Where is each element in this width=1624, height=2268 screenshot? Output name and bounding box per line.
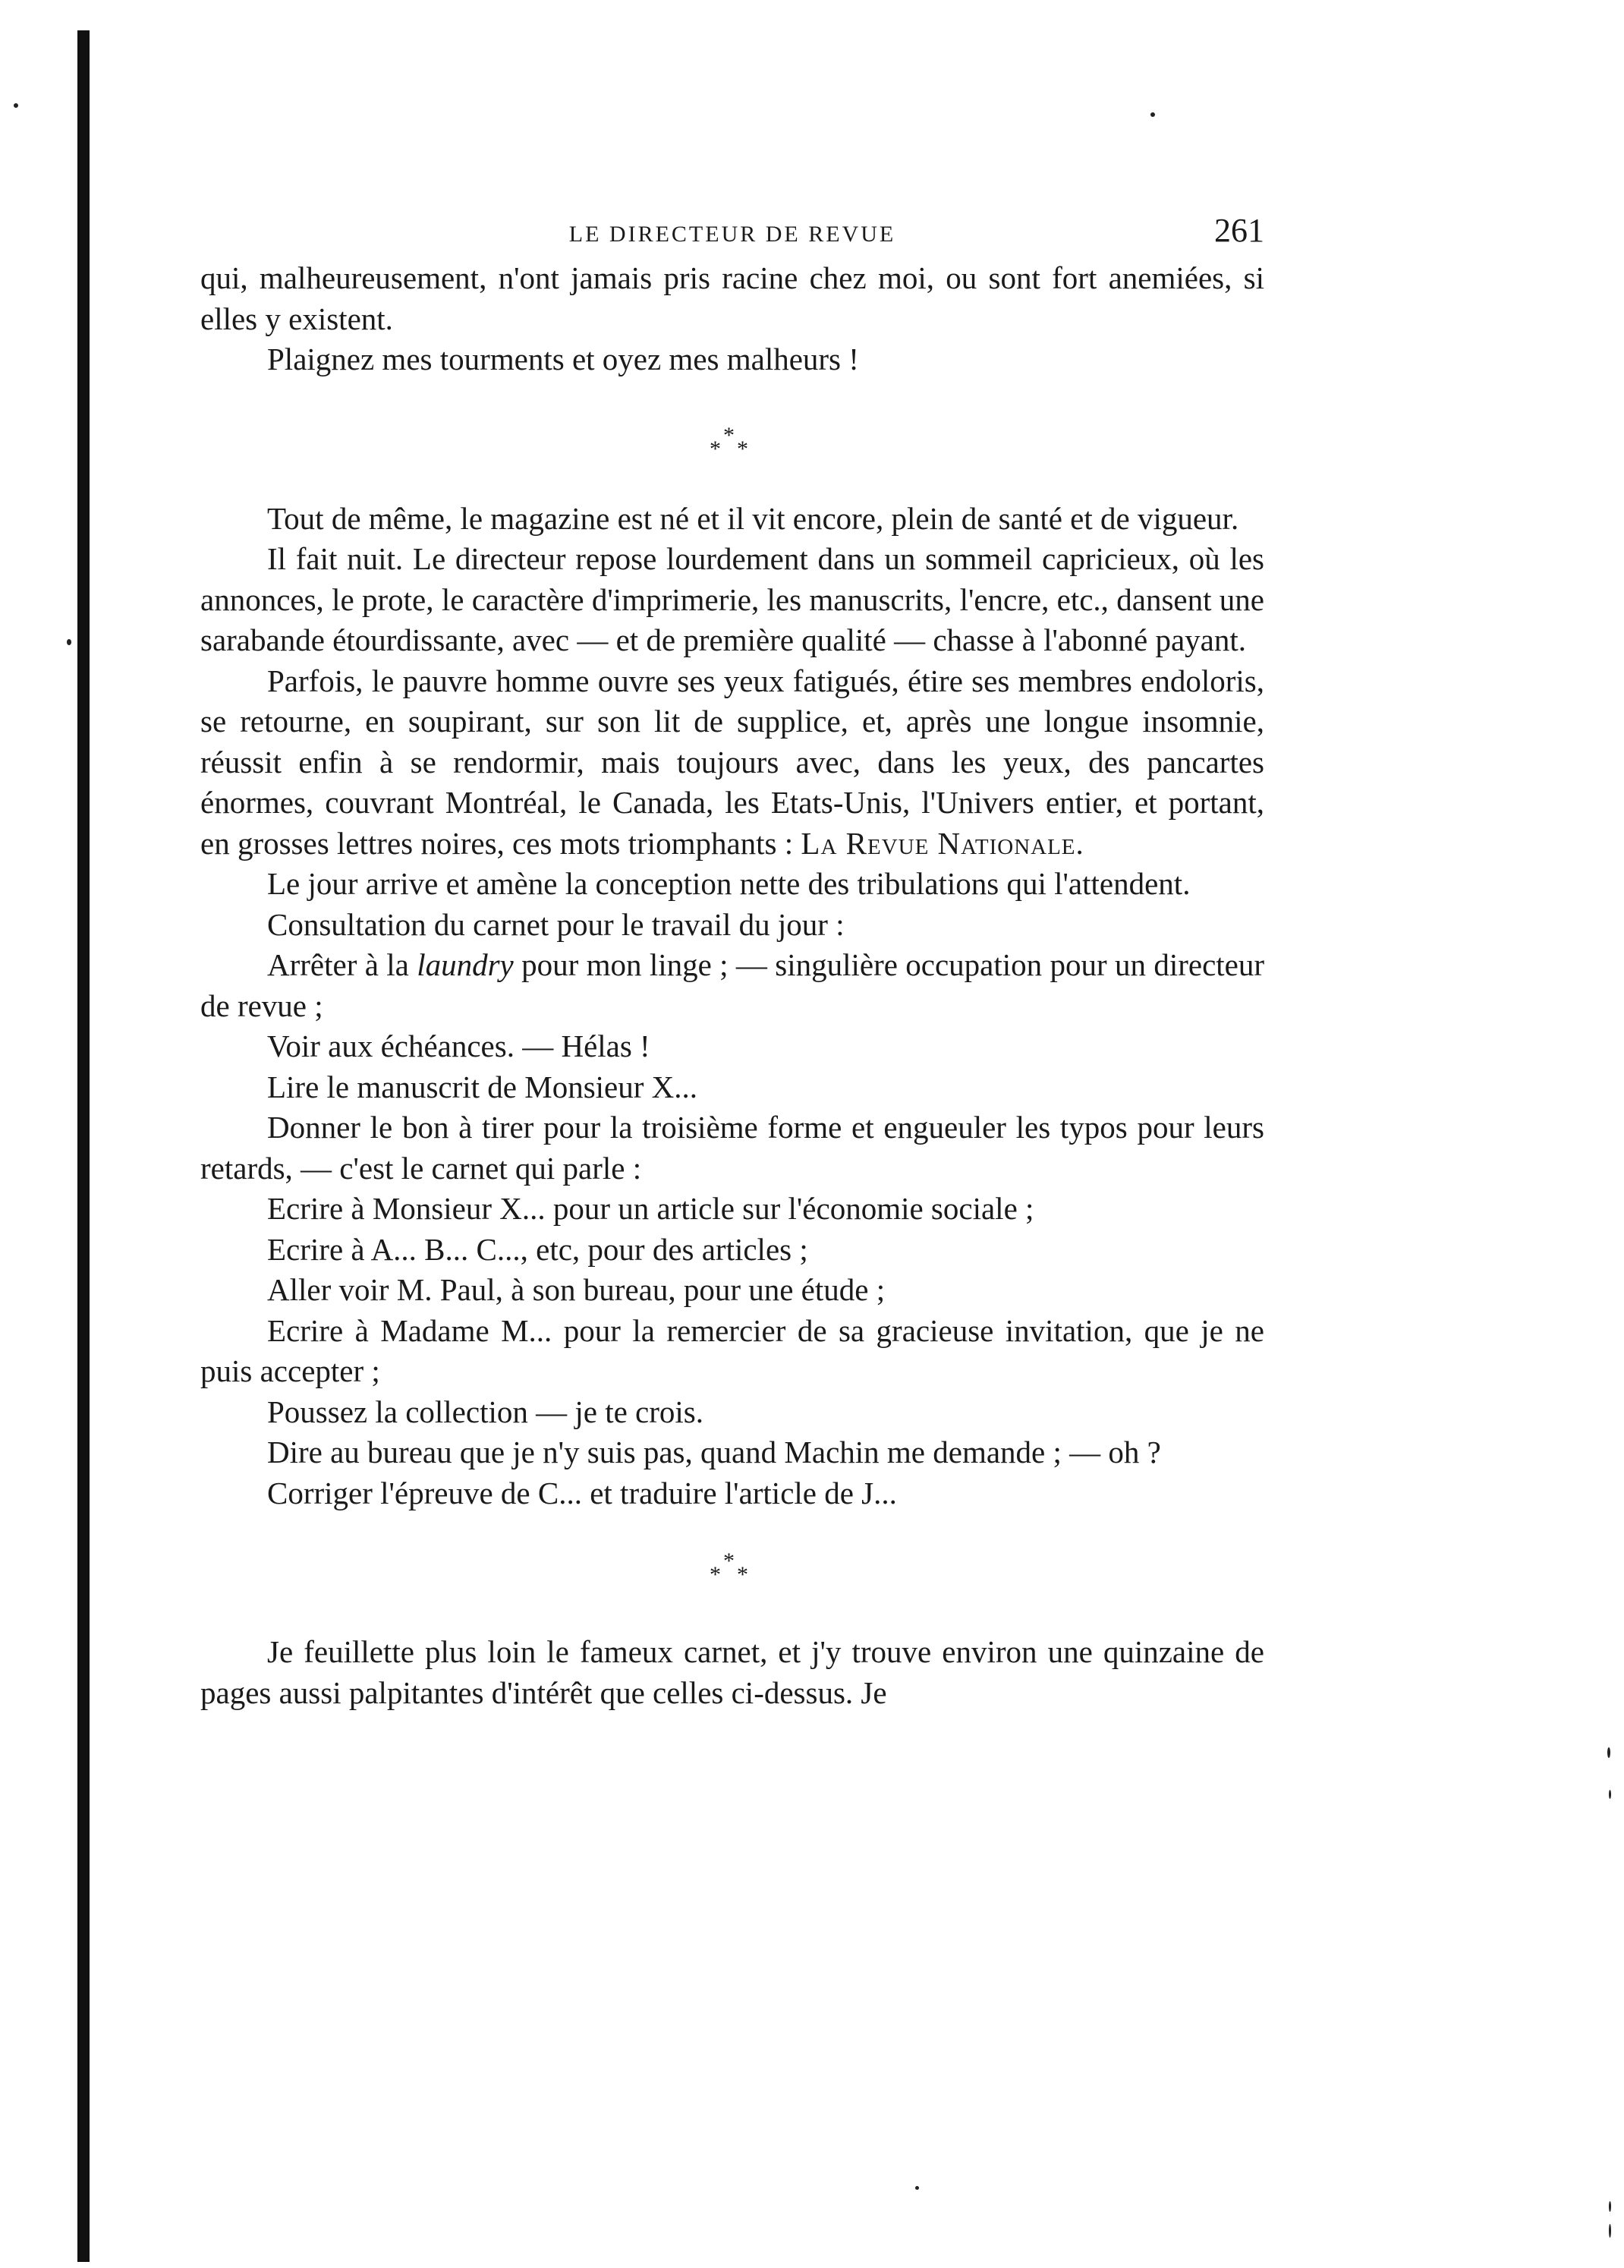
paragraph: Lire le manuscrit de Monsieur X...	[267, 1069, 698, 1104]
section-ornament	[200, 380, 1264, 499]
paragraph: Ecrire à A... B... C..., etc, pour des articles ;	[267, 1231, 808, 1267]
paragraph: Ecrire à Monsieur X... pour un article sur l'économie sociale ;	[267, 1191, 1034, 1226]
scan-speck	[1150, 112, 1155, 117]
scan-speck	[1609, 1790, 1611, 1799]
asterism-icon: * * *	[710, 422, 748, 461]
body-text	[200, 258, 1264, 1713]
italic-word: laundry	[417, 947, 514, 982]
paragraph	[200, 945, 1264, 1026]
paragraph: Donner le bon à tirer pour la troisième forme et engueuler les typos pour leurs retards, — c'est le carnet qui parle :	[200, 1110, 1264, 1186]
section-ornament	[200, 1514, 1264, 1632]
page-binding-edge	[77, 30, 90, 2262]
paragraph: Voir aux échéances. — Hélas !	[267, 1028, 650, 1063]
paragraph: Poussez la collection — je te crois.	[267, 1394, 703, 1429]
scan-speck	[14, 103, 18, 108]
paragraph: Ecrire à Madame M... pour la remercier de sa gracieuse invitation, que je ne puis accepter ;	[200, 1312, 1264, 1388]
paragraph-text: Arrêter à la	[267, 947, 409, 982]
book-page	[200, 205, 1264, 1713]
running-head	[200, 205, 1264, 258]
paragraph: Le jour arrive et amène la conception nette des tribulations qui l'attendent.	[267, 866, 1191, 901]
paragraph: Consultation du carnet pour le travail du jour :	[267, 906, 845, 942]
paragraph: Dire au bureau que je n'y suis pas, quand Machin me demande ; — oh ?	[267, 1435, 1161, 1469]
running-title: LE DIRECTEUR DE REVUE	[568, 222, 896, 247]
paragraph: qui, malheureusement, n'ont jamais pris racine chez moi, ou sont fort anemiées, si elles y existent.	[200, 260, 1264, 336]
paragraph-text: Parfois, le pauvre homme ouvre ses yeux fatigués, étire ses membres endoloris, se retourne, en soupirant, sur son lit de supplice, et, après une longue insomnie, réussit enfin à se rendormir, mais toujours avec, dans les yeux, des pancartes énormes, couvrant Montréal, le Canada, les Etats-Unis, l'Univers entier, et portant, en grosses lettres noires, ces mots triomphants :	[200, 663, 1264, 861]
paragraph	[200, 661, 1264, 865]
journal-title: La Revue Nationale.	[801, 825, 1084, 861]
asterism-icon: * * *	[710, 1548, 748, 1587]
paragraph: Je feuillette plus loin le fameux carnet, et j'y trouve environ une quinzaine de pages aussi palpitantes d'intérêt que celles ci-dessus. Je	[200, 1634, 1264, 1710]
paragraph: Tout de même, le magazine est né et il vit encore, plein de santé et de vigueur.	[267, 500, 1239, 536]
scan-speck	[1609, 2224, 1611, 2238]
page-number: 261	[1214, 212, 1264, 249]
scan-speck	[67, 639, 71, 645]
paragraph: Il fait nuit. Le directeur repose lourdement dans un sommeil capricieux, où les annonces, le prote, le caractère d'imprimerie, les manuscrits, l'encre, etc., dansent une sarabande étourdissante, avec — et de première qualité — chasse à l'abonné payant.	[200, 541, 1264, 657]
scan-speck	[915, 2186, 919, 2190]
paragraph: Aller voir M. Paul, à son bureau, pour une étude ;	[267, 1272, 886, 1307]
paragraph: Plaignez mes tourments et oyez mes malheurs !	[267, 342, 859, 376]
paragraph-text: pour mon linge ; — singulière occupation pour un directeur de revue ;	[200, 947, 1265, 1023]
scan-speck	[1607, 1747, 1610, 1758]
paragraph: Corriger l'épreuve de C... et traduire l'article de J...	[267, 1475, 897, 1510]
scan-speck	[1609, 2201, 1611, 2212]
